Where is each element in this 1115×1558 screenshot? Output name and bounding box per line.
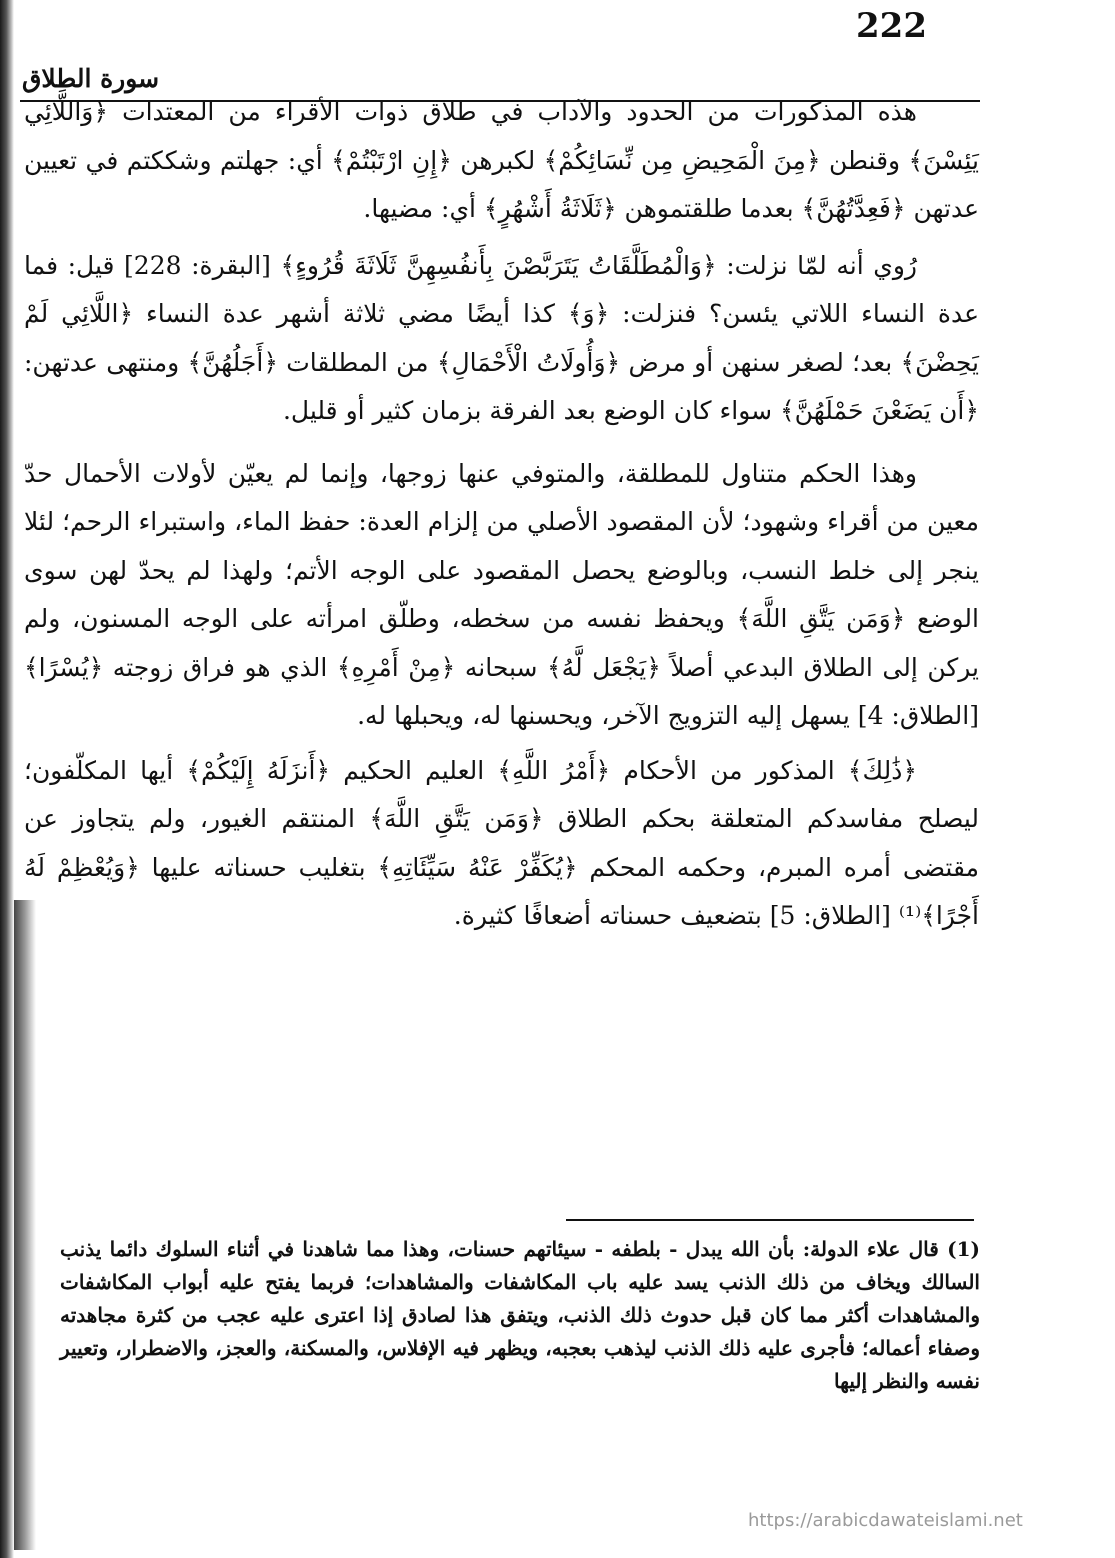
footnote-rule: [566, 1219, 974, 1221]
scan-edge-shadow: [0, 0, 14, 1558]
footnote-text: (1) قال علاء الدولة: بأن الله يبدل - بلطفه - سيئاتهم حسنات، وهذا مما شاهدنا في أثناء السلوك دائما يذنب السالك ويخاف من ذلك الذنب يسد عليه باب المكاشفات والمشاهدات؛ فربما يفتح عليه أبواب المكاشفات والمشاهدات أكثر مما كان قبل حدوث ذلك الذنب، ويتفق هذا لصادق إذا اعترى عليه عجب من كثرة مجاهدته وصفاء أعماله؛ فأجرى عليه ذلك الذنب ليذهب بعجبه، ويظهر فيه الإفلاس، والمسكنة، والعجز، والاضطرار، وتعيير نفسه والنظر إليها: [60, 1237, 980, 1393]
paragraph-2: رُوي أنه لمّا نزلت: ﴿وَالْمُطَلَّقَاتُ يَتَرَبَّصْنَ بِأَنفُسِهِنَّ ثَلَاثَةَ قُرُوءٍ﴾ [البقرة: 228] قيل: فما عدة النساء اللاتي يئسن؟ فنزلت: ﴿وَ﴾ كذا أيضًا مضي ثلاثة أشهر عدة النساء ﴿اللَّائِي لَمْ يَحِضْنَ﴾ بعد؛ لصغر سنهن أو مرض ﴿وَأُولَاتُ الْأَحْمَالِ﴾ من المطلقات ﴿أَجَلُهُنَّ﴾ ومنتهى عدتهن: ﴿أَن يَضَعْنَ حَمْلَهُنَّ﴾ سواء كان الوضع بعد الفرقة بزمان كثير أو قليل.: [24, 250, 979, 425]
footnote: [60, 1233, 980, 1398]
paragraph-4: ﴿ذَٰلِكَ﴾ المذكور من الأحكام ﴿أَمْرُ اللَّهِ﴾ العليم الحكيم ﴿أَنزَلَهُ إِلَيْكُمْ﴾ أيها المكلّفون؛ ليصلح مفاسدكم المتعلقة بحكم الطلاق ﴿وَمَن يَتَّقِ اللَّهَ﴾ المنتقم الغيور، ولم يتجاوز عن مقتضى أمره المبرم، وحكمه المحكم ﴿يُكَفِّرْ عَنْهُ سَيِّئَاتِهِ﴾ بتغليب حسناته عليها ﴿وَيُعْظِمْ لَهُ أَجْرًا﴾⁽¹⁾ [الطلاق: 5] بتضعيف حسناته أضعافًا كثيرة.: [24, 755, 979, 930]
paragraph-3: وهذا الحكم متناول للمطلقة، والمتوفي عنها زوجها، وإنما لم يعيّن لأولات الأحمال حدّ معين من أقراء وشهود؛ لأن المقصود الأصلي من إلزام العدة: حفظ الماء، واستبراء الرحم؛ لئلا ينجر إلى خلط النسب، وبالوضع يحصل المقصود على الوجه الأتم؛ ولهذا لم يحدّ لهن سوى الوضع ﴿وَمَن يَتَّقِ اللَّهَ﴾ ويحفظ نفسه من سخطه، وطلّق امرأته على الوجه المسنون، ولم يركن إلى الطلاق البدعي أصلاً ﴿يَجْعَل لَّهُ﴾ سبحانه ﴿مِنْ أَمْرِهِ﴾ الذي هو فراق زوجته ﴿يُسْرًا﴾ [الطلاق: 4] يسهل إليه التزويج الآخر، ويحسنها له، ويحبلها له.: [24, 458, 979, 730]
paragraph-1: هذه المذكورات من الحدود والآداب في طلاق ذوات الأقراء من المعتدات ﴿وَاللَّائِي يَئِسْنَ﴾ وقنطن ﴿مِنَ الْمَحِيضِ مِن نِّسَائِكُمْ﴾ لكبرهن ﴿إِنِ ارْتَبْتُمْ﴾ أي: جهلتم وشككتم في تعيين عدتهن ﴿فَعِدَّتُهُنَّ﴾ بعدما طلقتموهن ﴿ثَلَاثَةُ أَشْهُرٍ﴾ أي: مضيها.: [24, 97, 979, 223]
scan-edge-shadow-lower: [14, 900, 36, 1550]
watermark-link: https://arabicdawateislami.net: [748, 1510, 1023, 1531]
page-number: 222: [856, 6, 927, 46]
commentary-body: [24, 88, 979, 941]
surah-title: سورة الطلاق: [22, 64, 160, 93]
